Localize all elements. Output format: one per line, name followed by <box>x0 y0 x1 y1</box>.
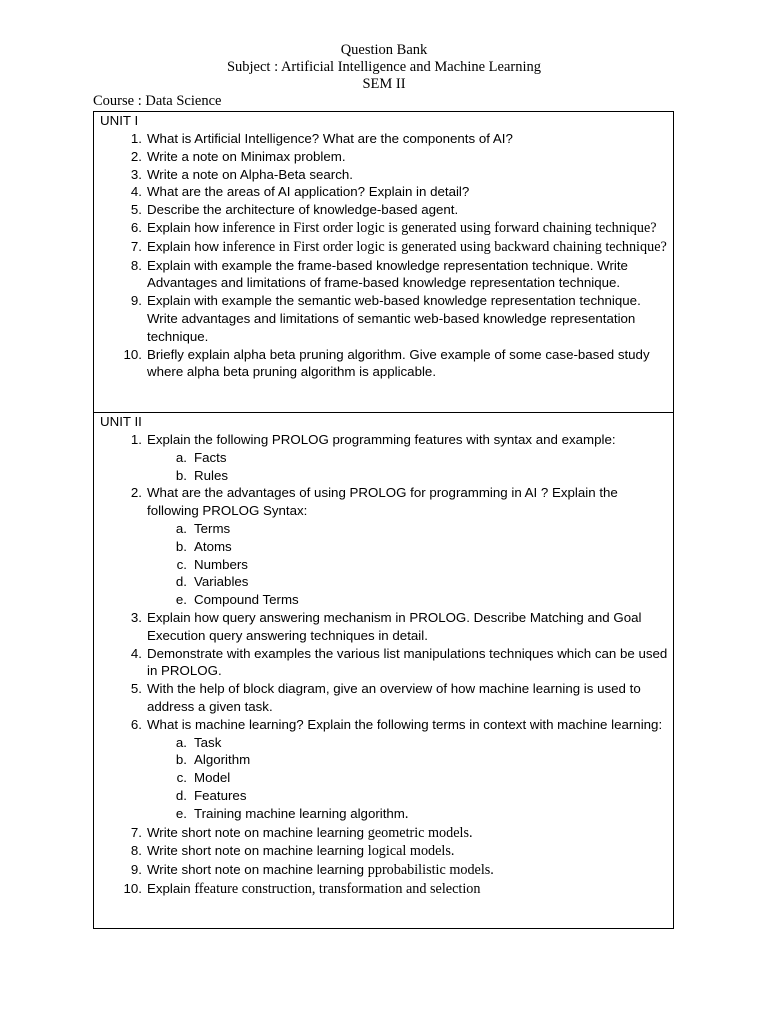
question-text: Explain with example the semantic web-based knowledge representation technique. Write advantages and limitations of semantic web-based knowledge representation technique. <box>147 293 641 344</box>
question-text-serif: inference in First order logic is generated using forward chaining technique? <box>222 219 657 236</box>
question-text: Explain how <box>147 219 223 235</box>
sub-letter: d. <box>175 574 187 590</box>
sub-letter: b. <box>175 538 187 554</box>
list-item <box>100 346 669 382</box>
list-item <box>100 645 669 681</box>
sub-item <box>147 591 669 609</box>
document-header <box>0 42 768 92</box>
sub-text: Numbers <box>194 556 248 572</box>
sub-item <box>147 556 669 574</box>
list-item <box>100 431 669 484</box>
question-text: Write a note on Minimax problem. <box>147 148 346 164</box>
sub-list <box>147 449 669 485</box>
question-number: 9. <box>130 293 142 309</box>
question-text: Explain how <box>147 238 223 254</box>
list-item <box>100 842 669 861</box>
question-text: With the help of block diagram, give an overview of how machine learning is used to address a given task. <box>147 681 641 714</box>
sub-item <box>147 467 669 485</box>
question-number: 5. <box>130 202 142 218</box>
sub-item <box>147 787 669 805</box>
list-item <box>100 183 669 201</box>
question-number: 2. <box>130 148 142 164</box>
list-item <box>100 292 669 345</box>
list-item <box>100 257 669 293</box>
sub-letter: b. <box>175 752 187 768</box>
list-item <box>100 680 669 716</box>
question-number: 2. <box>130 485 142 501</box>
question-text: Explain with example the frame-based knowledge representation technique. Write Advantages and limitations of frame-based knowledge representation technique. <box>147 257 628 291</box>
sub-text: Compound Terms <box>194 592 299 608</box>
question-text: Explain <box>147 880 195 896</box>
list-item <box>100 166 669 184</box>
question-text: Describe the architecture of knowledge-based agent. <box>147 202 459 218</box>
question-number: 4. <box>130 184 142 200</box>
sub-letter: a. <box>175 520 187 536</box>
list-item <box>100 609 669 645</box>
unit-2-title: UNIT II <box>100 414 142 429</box>
unit-2-question-list <box>100 431 669 899</box>
question-text: What are the areas of AI application? Explain in detail? <box>147 184 470 200</box>
question-number: 3. <box>130 609 142 625</box>
question-number: 6. <box>130 716 142 732</box>
sub-letter: a. <box>175 734 187 750</box>
sub-text: Terms <box>194 520 231 536</box>
unit-1-section <box>94 112 673 413</box>
question-number: 9. <box>130 862 142 878</box>
question-text-serif: inference in First order logic is generated using backward chaining technique? <box>222 238 667 255</box>
sub-list <box>147 520 669 609</box>
question-text: Write a note on Alpha-Beta search. <box>147 166 353 182</box>
question-text: Write short note on machine learning <box>147 824 368 840</box>
question-number: 1. <box>130 131 142 146</box>
question-number: 8. <box>130 257 142 273</box>
sub-item <box>147 751 669 769</box>
question-text: Write short note on machine learning <box>147 862 368 878</box>
list-item <box>100 824 669 843</box>
question-table <box>93 111 674 929</box>
sub-text: Task <box>194 734 222 750</box>
question-text: Explain the following PROLOG programming features with syntax and example: <box>147 432 616 447</box>
list-item <box>100 716 669 824</box>
question-text: Briefly explain alpha beta pruning algorithm. Give example of some case-based study where alpha beta pruning algorithm is applicable. <box>147 346 650 380</box>
sub-letter: a. <box>175 449 187 465</box>
question-number: 5. <box>130 681 142 697</box>
question-number: 3. <box>130 166 142 182</box>
sub-letter: e. <box>175 592 187 608</box>
sub-text: Facts <box>194 449 227 465</box>
doc-title: Question Bank <box>340 42 428 58</box>
list-item <box>100 130 669 148</box>
sub-item <box>147 805 669 824</box>
list-item <box>100 484 669 609</box>
sub-letter: e. <box>175 805 187 821</box>
question-number: 8. <box>130 843 142 859</box>
unit-1-question-list <box>100 130 669 381</box>
subject-line: Subject : Artificial Intelligence and Machine Learning <box>226 58 542 75</box>
question-number: 7. <box>130 824 142 840</box>
sub-text: Atoms <box>194 538 232 554</box>
unit-2-section <box>94 413 673 899</box>
sub-item <box>147 573 669 591</box>
sub-item <box>147 520 669 538</box>
question-number: 1. <box>130 432 142 447</box>
list-item <box>100 201 669 219</box>
question-number: 7. <box>130 238 142 254</box>
list-item <box>100 880 669 899</box>
question-text: Write short note on machine learning <box>147 843 368 859</box>
question-text-serif: geometric models. <box>367 824 473 841</box>
question-text-serif: pprobabilistic models. <box>367 862 494 879</box>
list-item <box>100 238 669 257</box>
course-line: Course : Data Science <box>93 93 222 109</box>
sub-letter: d. <box>175 787 187 803</box>
question-number: 4. <box>130 645 142 661</box>
question-text: What is machine learning? Explain the following terms in context with machine learning: <box>147 716 663 732</box>
question-text-serif: logical models. <box>367 843 455 860</box>
sub-item <box>147 769 669 787</box>
sub-text: Variables <box>194 574 249 590</box>
list-item <box>100 861 669 880</box>
sub-item <box>147 538 669 556</box>
unit-1-title: UNIT I <box>100 113 139 128</box>
sub-text: Algorithm <box>194 752 251 768</box>
question-text-serif: ffeature construction, transformation and selection <box>194 880 481 897</box>
sub-letter: c. <box>176 556 187 572</box>
question-number: 6. <box>130 219 142 235</box>
sub-letter: b. <box>175 467 187 483</box>
question-text: What is Artificial Intelligence? What are the components of AI? <box>147 131 513 146</box>
sub-text: Rules <box>194 467 228 483</box>
sub-item <box>147 734 669 752</box>
semester-line: SEM II <box>362 75 406 92</box>
list-item <box>100 148 669 166</box>
sub-text-serif: . <box>404 805 409 822</box>
question-number: 10. <box>123 880 142 896</box>
question-text: Explain how query answering mechanism in PROLOG. Describe Matching and Goal Execution query answering techniques in detail. <box>147 609 642 643</box>
sub-text: Training machine learning algorithm <box>194 805 405 821</box>
sub-text: Features <box>194 787 247 803</box>
sub-item <box>147 449 669 467</box>
sub-list <box>147 734 669 824</box>
question-text: What are the advantages of using PROLOG for programming in AI ? Explain the following PROLOG Syntax: <box>147 485 618 519</box>
question-text: Demonstrate with examples the various list manipulations techniques which can be used in PROLOG. <box>147 645 668 679</box>
question-number: 10. <box>123 346 142 362</box>
sub-text: Model <box>194 770 231 786</box>
list-item <box>100 219 669 238</box>
sub-letter: c. <box>176 770 187 786</box>
